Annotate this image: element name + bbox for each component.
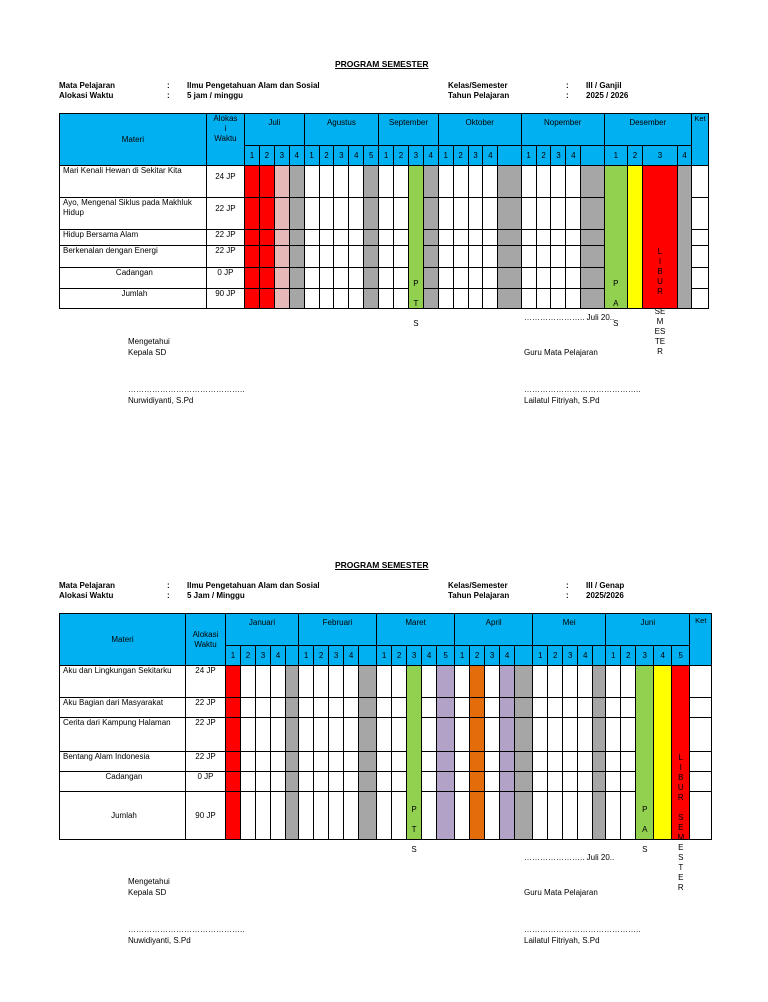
- mapel-value: Ilmu Pengetahuan Alam dan Sosial: [187, 81, 320, 90]
- kelas-label: Kelas/Semester: [448, 81, 508, 90]
- date-line: ………………….. Juli 20..: [524, 313, 615, 322]
- libur-letter: R: [677, 882, 684, 892]
- pts-column: P T S: [407, 666, 422, 840]
- kelas-value: III / Ganjil: [586, 81, 622, 90]
- colon: :: [167, 581, 170, 590]
- signature-dots-right: ……………………………………..: [524, 385, 641, 394]
- colon: :: [566, 91, 569, 100]
- jp-cell: 22 JP: [186, 752, 226, 772]
- pas-column: P A S: [604, 166, 627, 309]
- alokasi-value: 5 Jam / Minggu: [187, 591, 245, 600]
- materi-cell: Jumlah: [60, 289, 207, 309]
- materi-header: Materi: [60, 614, 186, 666]
- materi-cell: Mari Kenali Hewan di Sekitar Kita: [60, 166, 207, 198]
- libur-letter: R: [677, 792, 684, 802]
- materi-cell: Hidup Bersama Alam: [60, 230, 207, 246]
- tahun-label: Tahun Pelajaran: [448, 91, 510, 100]
- jp-cell: 0 JP: [206, 268, 244, 289]
- kepala-sd-label: Kepala SD: [128, 348, 167, 357]
- colon: :: [167, 591, 170, 600]
- libur-letter: R: [657, 287, 663, 296]
- libur-letter: S: [678, 852, 684, 862]
- libur-letter: I: [658, 257, 662, 266]
- jp-cell: 24 JP: [206, 166, 244, 198]
- month-oktober: Oktober: [438, 114, 521, 146]
- libur-letter: L: [657, 247, 663, 256]
- materi-cell: Cadangan: [60, 772, 186, 792]
- date-line: ………………….. Juli 20..: [524, 853, 615, 862]
- colon: :: [566, 581, 569, 590]
- mengetahui-label: Mengetahui: [128, 877, 170, 886]
- materi-cell: Berkenalan dengan Energi: [60, 246, 207, 268]
- colon: :: [167, 81, 170, 90]
- ket-header: Ket: [690, 614, 712, 666]
- kelas-label: Kelas/Semester: [448, 581, 508, 590]
- jp-cell: 22 JP: [206, 246, 244, 268]
- kelas-value: III / Genap: [586, 581, 625, 590]
- month-nopember: Nopember: [521, 114, 604, 146]
- guru-name: Lailatul Fitriyah, S.Pd: [524, 396, 600, 405]
- alokasi-waktu-header: Alokasi Waktu: [186, 614, 226, 666]
- libur-letter: SE: [654, 307, 666, 316]
- month-desember: Desember: [604, 114, 691, 146]
- program-semester-table: Materi Alokasi Waktu Januari Februari Maret April Mei Juni Ket 1 2 3 4 1 2 3 4 1 2 3 4 5 1 2 3 4 1 2 3 4 1 2 3 4 5 Aku dan Lingkungan Sekitarku 24 JP P T S P A S L I B U R S E M E S T E R Aku Bagian dari Masyarakat 22 JP Cerita dari Kampung Halaman 22 JP Bentang Alam Indonesia 22 JP Cadangan 0 JP Jumlah 90 JP: [59, 613, 712, 840]
- month-juni: Juni: [606, 614, 690, 646]
- month-maret: Maret: [377, 614, 455, 646]
- guru-label: Guru Mata Pelajaran: [524, 348, 598, 357]
- libur-letter: E: [678, 822, 684, 832]
- libur-semester-column: [642, 166, 677, 356]
- libur-letter: B: [657, 267, 663, 276]
- libur-letter: E: [678, 872, 684, 882]
- kepala-name: Nuwidiyanti, S.Pd: [128, 936, 191, 945]
- jp-cell: 22 JP: [206, 230, 244, 246]
- month-juli: Juli: [245, 114, 305, 146]
- libur-letter: T: [678, 862, 684, 872]
- libur-letter: L: [678, 752, 683, 762]
- guru-name: Lailatul Fitriyah, S.Pd: [524, 936, 600, 945]
- pas-column: P A S: [636, 666, 654, 840]
- mapel-label: Mata Pelajaran: [59, 581, 116, 590]
- jp-cell: 22 JP: [186, 698, 226, 718]
- libur-letter: M: [656, 317, 664, 326]
- libur-letter: [643, 297, 677, 307]
- libur-semester-column: [672, 666, 690, 892]
- materi-cell: Ayo, Mengenal Siklus pada Makhluk Hidup: [60, 198, 207, 230]
- guru-label: Guru Mata Pelajaran: [524, 888, 598, 897]
- jp-cell: 0 JP: [186, 772, 226, 792]
- month-april: April: [455, 614, 533, 646]
- jp-cell: 90 JP: [206, 289, 244, 309]
- libur-letter: I: [679, 762, 682, 772]
- libur-letter: S: [678, 812, 684, 822]
- pts-column: P T S: [408, 166, 423, 309]
- libur-letter: U: [657, 277, 663, 286]
- libur-letter: [672, 803, 689, 813]
- month-mei: Mei: [533, 614, 606, 646]
- tahun-value: 2025/2026: [586, 591, 624, 600]
- tahun-label: Tahun Pelajaran: [448, 591, 510, 600]
- jp-cell: 24 JP: [186, 666, 226, 698]
- alokasi-waktu-header: Alokas i Waktu: [206, 114, 244, 166]
- alokasi-value: 5 jam / minggu: [187, 91, 244, 100]
- month-agustus: Agustus: [304, 114, 379, 146]
- mengetahui-label: Mengetahui: [128, 337, 170, 346]
- month-februari: Februari: [299, 614, 377, 646]
- program-semester-table: Materi Alokas i Waktu Juli Agustus September Oktober Nopember Desember Ket 1 2 3 4 1 2 3 4 5 1 2 3 4 1 2 3 4 1 2 3 4 1 2 3 4 Mari Kenali Hewan di Sekitar Kita 24 JP P T S P A S L I B U R SE M ES TE R Ayo, Mengenal Siklus pada Makhluk Hidup 22 JP Hidup Bersama Alam 22 JP Berkenalan dengan Energi 22 JP Cadangan 0 JP Jumlah 90 JP: [59, 113, 709, 309]
- jp-cell: 22 JP: [206, 198, 244, 230]
- libur-letter: U: [677, 782, 684, 792]
- kepala-name: Nurwidiyanti, S.Pd: [128, 396, 194, 405]
- materi-header: Materi: [60, 114, 207, 166]
- alokasi-label: Alokasi Waktu: [59, 591, 114, 600]
- signature-dots-right: ……………………………………..: [524, 925, 641, 934]
- colon: :: [566, 81, 569, 90]
- colon: :: [566, 591, 569, 600]
- materi-cell: Aku dan Lingkungan Sekitarku: [60, 666, 186, 698]
- libur-letter: M: [677, 832, 685, 842]
- tahun-value: 2025 / 2026: [586, 91, 629, 100]
- mapel-label: Mata Pelajaran: [59, 81, 116, 90]
- libur-letter: R: [657, 347, 663, 356]
- doc-title: PROGRAM SEMESTER: [335, 59, 429, 69]
- colon: :: [167, 91, 170, 100]
- signature-dots-left: ……………………………………..: [128, 925, 245, 934]
- signature-dots-left: ……………………………………..: [128, 385, 245, 394]
- materi-cell: Jumlah: [60, 792, 186, 840]
- libur-letter: E: [678, 842, 684, 852]
- materi-cell: Cerita dari Kampung Halaman: [60, 718, 186, 752]
- month-januari: Januari: [226, 614, 299, 646]
- libur-letter: B: [678, 772, 684, 782]
- jp-cell: 90 JP: [186, 792, 226, 840]
- libur-letter: TE: [654, 337, 666, 346]
- libur-letter: ES: [654, 327, 666, 336]
- materi-cell: Cadangan: [60, 268, 207, 289]
- mapel-value: Ilmu Pengetahuan Alam dan Sosial: [187, 581, 320, 590]
- month-september: September: [379, 114, 439, 146]
- doc-title: PROGRAM SEMESTER: [335, 560, 429, 570]
- ket-header: Ket: [691, 114, 708, 166]
- materi-cell: Bentang Alam Indonesia: [60, 752, 186, 772]
- alokasi-label: Alokasi Waktu: [59, 91, 114, 100]
- materi-cell: Aku Bagian dari Masyarakat: [60, 698, 186, 718]
- kepala-sd-label: Kepala SD: [128, 888, 167, 897]
- jp-cell: 22 JP: [186, 718, 226, 752]
